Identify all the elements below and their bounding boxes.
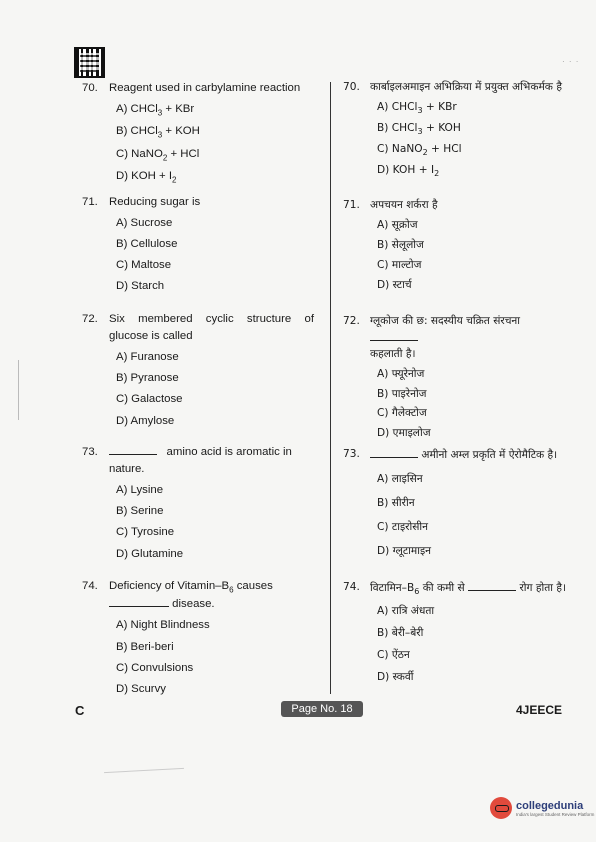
set-letter: C xyxy=(75,703,85,718)
question-number: 72. xyxy=(82,313,98,325)
option-c: C) NaNO$_2$ + HCl xyxy=(116,147,200,162)
question-74-en xyxy=(82,578,314,698)
option-b: B) सीरीन xyxy=(377,496,415,509)
pencil-mark xyxy=(104,768,184,773)
question-stem: कार्बाइलअमाइन अभिक्रिया में प्रयुक्त अभिकर्मक है xyxy=(370,81,562,93)
question-stem: अमीनो अम्ल प्रकृति में ऐरोमैटिक है। xyxy=(370,447,568,464)
option-d: D) स्कर्वी xyxy=(377,670,414,683)
question-70-hi xyxy=(343,80,568,180)
question-72-hi xyxy=(343,314,568,442)
question-74-hi xyxy=(343,580,568,686)
option-b: B) CHCl$_3$ + KOH xyxy=(116,125,200,140)
watermark xyxy=(490,797,594,819)
answer-blank xyxy=(370,330,418,341)
option-d: D) KOH + $I_2$ xyxy=(377,164,440,179)
option-d: D) KOH + $I_2$ xyxy=(116,169,177,185)
option-a: A) लाइसिन xyxy=(377,472,423,485)
option-b: B) Pyranose xyxy=(116,372,179,385)
collegedunia-logo-icon xyxy=(490,797,512,819)
question-73-en xyxy=(82,444,314,563)
question-73-hi xyxy=(343,447,568,559)
question-stem: Reducing sugar is xyxy=(109,196,201,208)
option-d: D) Starch xyxy=(116,280,165,293)
option-d: D) Amylose xyxy=(116,414,175,427)
option-b: B) CHCl$_3$ + KOH xyxy=(377,122,461,137)
option-c: C) Galactose xyxy=(116,393,183,406)
question-number: 70. xyxy=(343,81,360,93)
answer-blank xyxy=(370,447,418,458)
option-c: C) गैलेक्टोज xyxy=(377,407,427,420)
option-d: D) Glutamine xyxy=(116,547,184,560)
brand-name: collegedunia xyxy=(516,799,584,812)
option-a: A) रात्रि अंधता xyxy=(377,605,435,618)
question-number: 74. xyxy=(343,581,360,593)
option-c: C) NaNO$_2$ + HCl xyxy=(377,143,462,158)
question-number: 71. xyxy=(82,196,98,208)
question-stem: Six membered cyclic structure of glucose is called xyxy=(109,313,314,343)
option-c: C) Tyrosine xyxy=(116,526,175,539)
option-d: D) एमाइलोज xyxy=(377,427,431,440)
option-a: A) Sucrose xyxy=(116,217,173,230)
option-b: B) Beri-beri xyxy=(116,640,174,653)
question-stem: $विटामिन-B_6$ की कमी से रोग होता है। xyxy=(370,582,567,597)
answer-blank xyxy=(109,444,157,455)
question-71-en xyxy=(82,194,314,296)
question-stem: Deficiency of Vitamin–$B_6$ causes disease. xyxy=(109,580,273,611)
option-b: B) पाइरेनोज xyxy=(377,387,427,400)
brand-tagline: India's largest Student Review Platform xyxy=(516,811,595,817)
question-72-en xyxy=(82,311,314,430)
question-number: 72. xyxy=(343,315,360,327)
option-d: D) Scurvy xyxy=(116,682,166,695)
option-b: B) बेरी–बेरी xyxy=(377,627,424,639)
answer-blank xyxy=(109,596,169,607)
stray-marks: · · · xyxy=(562,57,580,66)
option-a: A) फ्यूरेनोज xyxy=(377,367,425,380)
option-a: A) सूक्रोज xyxy=(377,218,418,231)
question-stem: Reagent used in carbylamine reaction xyxy=(109,82,301,94)
qr-code xyxy=(76,49,103,76)
option-b: B) सेलूलोज xyxy=(377,238,424,251)
option-a: A) Furanose xyxy=(116,351,179,364)
exam-code: 4JEECE xyxy=(516,703,563,717)
page-number: Page No. 18 xyxy=(281,701,363,717)
question-number: 70. xyxy=(82,82,98,94)
answer-blank xyxy=(468,580,516,591)
option-c: C) टाइरोसीन xyxy=(377,520,429,533)
option-b: B) Cellulose xyxy=(116,238,178,251)
option-c: C) Maltose xyxy=(116,259,172,272)
option-d: D) स्टार्च xyxy=(377,278,412,291)
margin-mark xyxy=(18,360,19,420)
option-c: C) माल्टोज xyxy=(377,258,422,271)
question-stem: amino acid is aromatic in nature. xyxy=(109,446,292,476)
question-stem: अपचयन शर्करा है xyxy=(370,199,438,211)
question-number: 71. xyxy=(343,199,360,211)
option-a: A) CHCl$_3$ + KBr xyxy=(377,100,457,115)
option-a: A) CHCl$_3$ + KBr xyxy=(116,103,195,118)
option-a: A) Night Blindness xyxy=(116,619,210,632)
question-70-en xyxy=(82,80,314,186)
question-number: 73. xyxy=(343,448,360,460)
option-c: C) Convulsions xyxy=(116,661,194,674)
question-stem: ग्लूकोज की छ: सदस्यीय चक्रित संरचना कहलाती है। xyxy=(370,315,521,360)
option-c: C) ऐंठन xyxy=(377,648,410,661)
question-number: 74. xyxy=(82,580,98,592)
column-divider xyxy=(330,82,331,694)
option-a: A) Lysine xyxy=(116,484,164,497)
option-d: D) ग्लूटामाइन xyxy=(377,544,432,557)
question-number: 73. xyxy=(82,446,98,458)
question-71-hi xyxy=(343,198,568,293)
option-b: B) Serine xyxy=(116,505,164,518)
